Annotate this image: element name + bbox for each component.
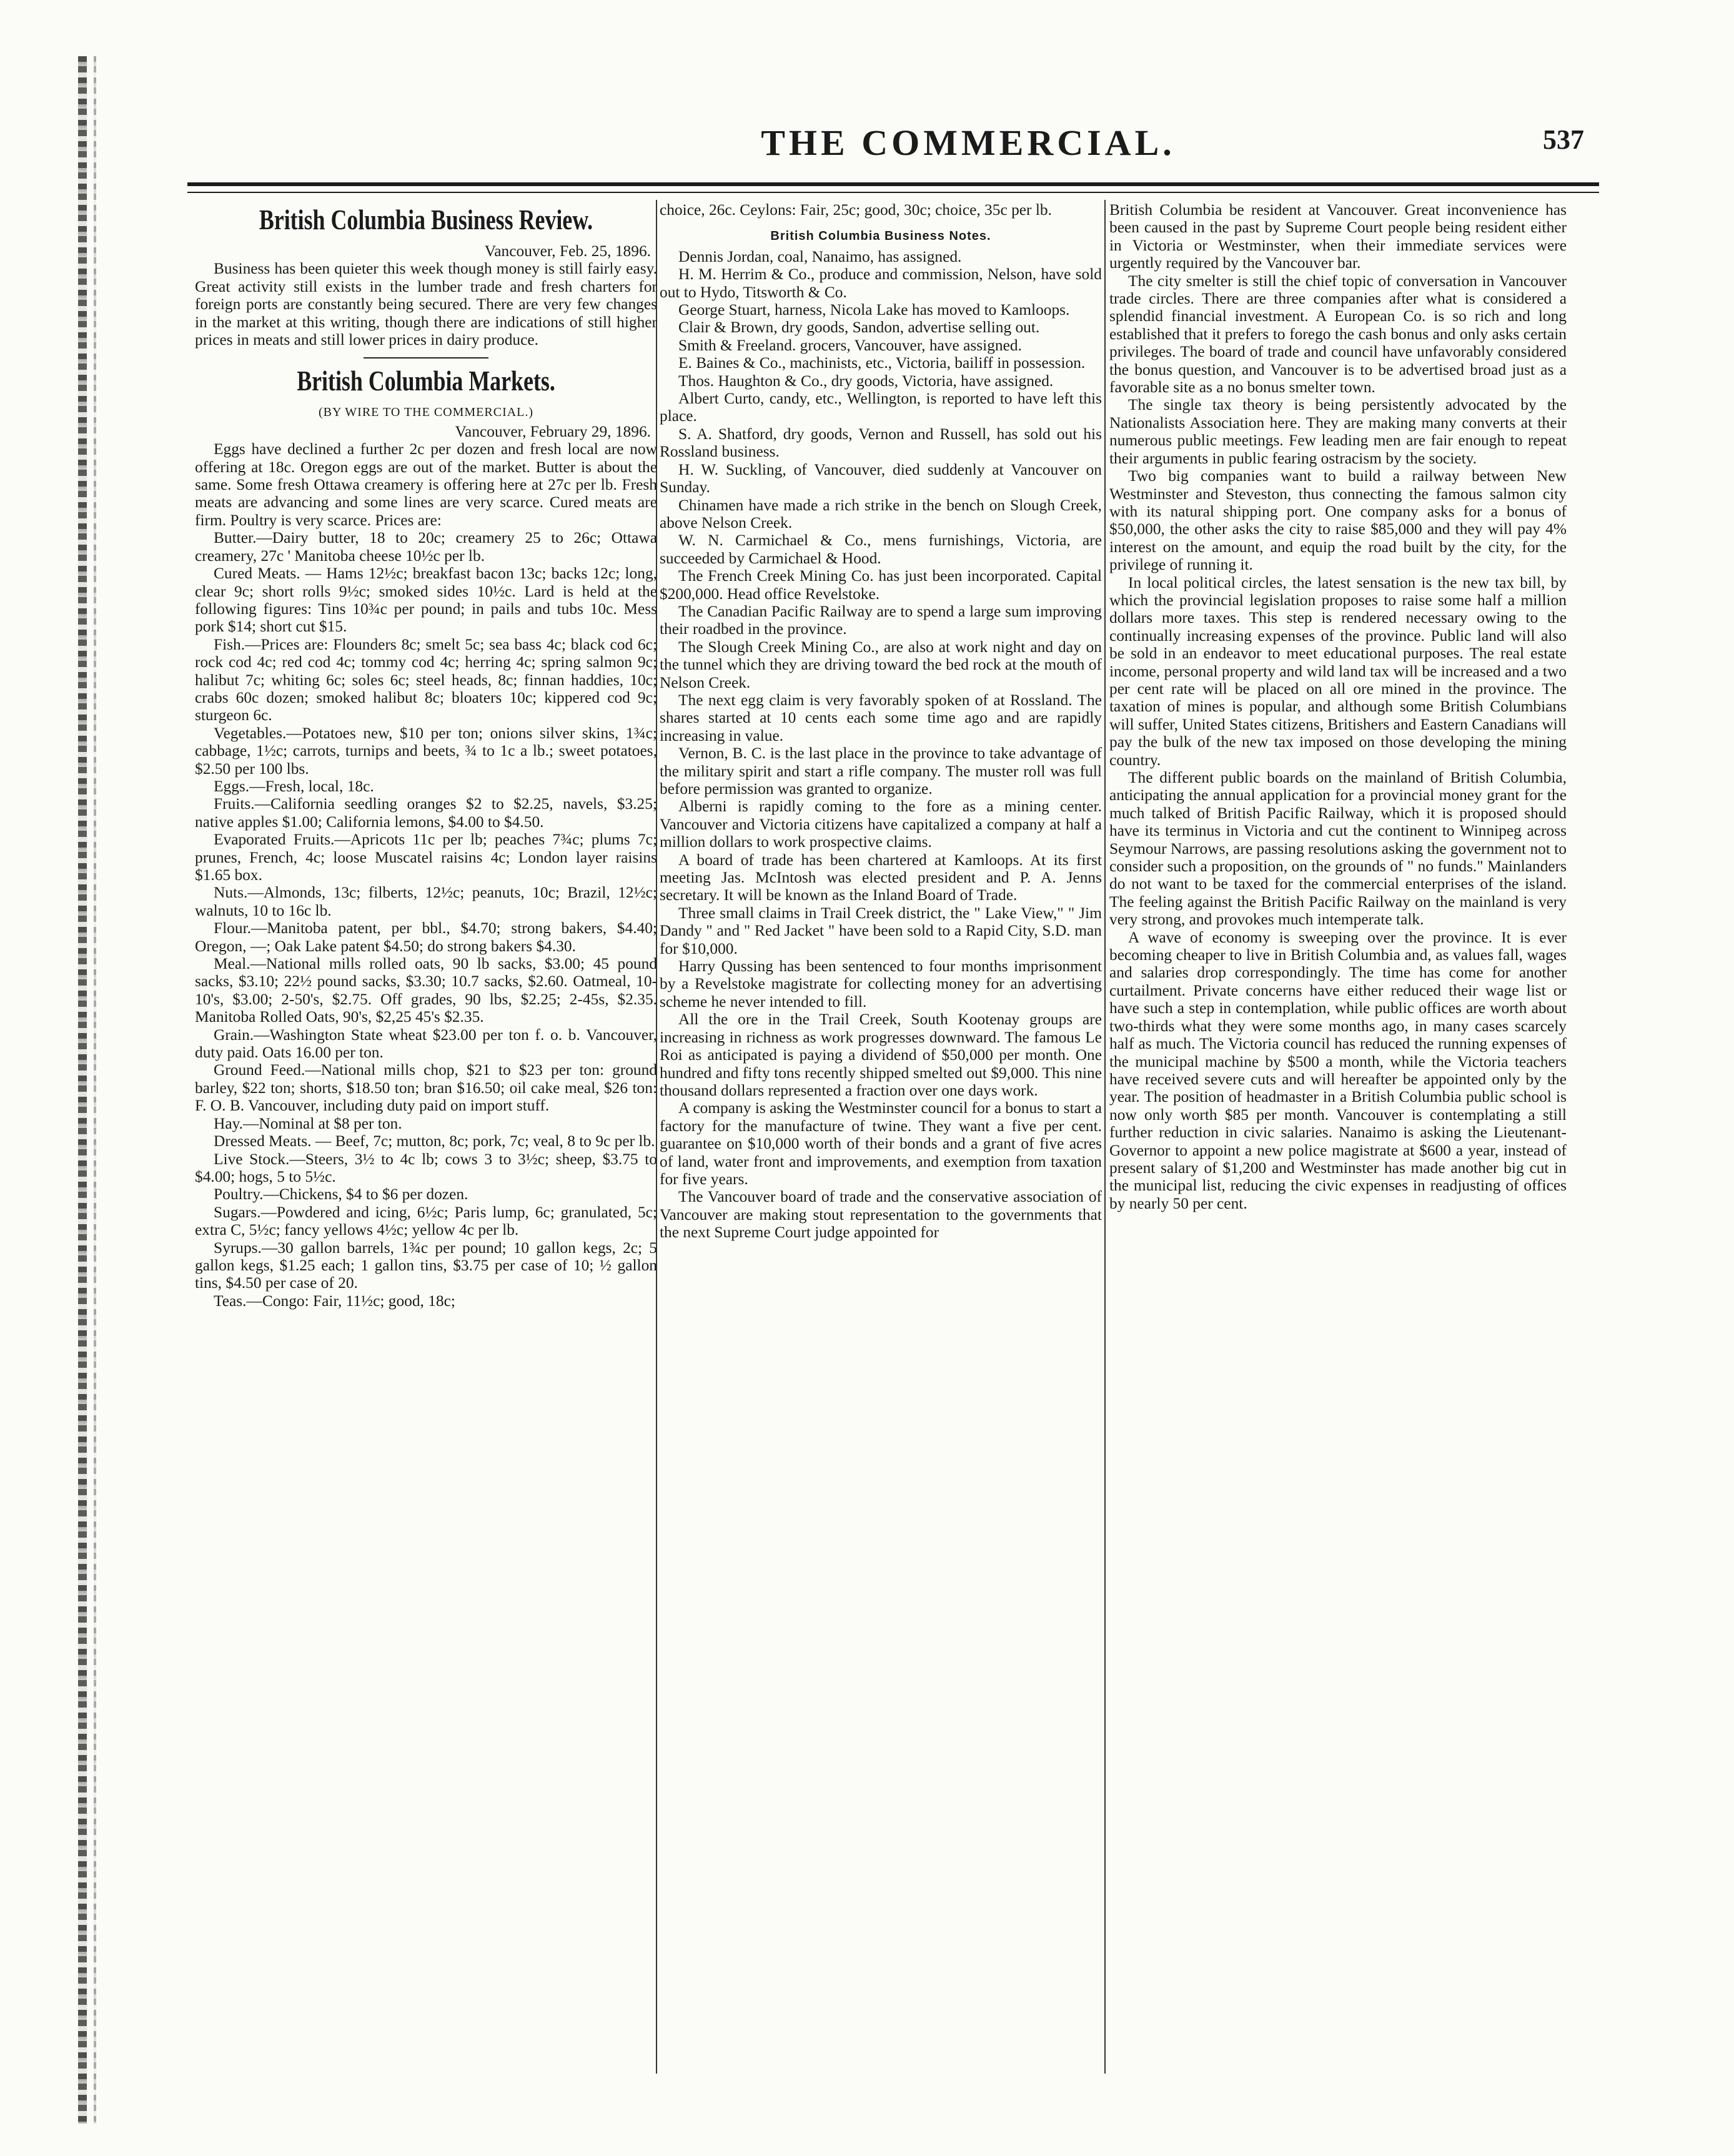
masthead-title: THE COMMERCIAL.	[761, 122, 1176, 163]
business-note: George Stuart, harness, Nicola Lake has moved to Kamloops.	[678, 301, 1070, 319]
business-note: E. Baines & Co., machinists, etc., Victoria, bailiff in possession.	[678, 354, 1086, 372]
market-paragraph-teas: Teas.—Congo: Fair, 11½c; good, 18c;	[214, 1292, 455, 1310]
business-note: W. N. Carmichael & Co., mens furnishings, Victoria, are succeeded by Carmichael & Hood.	[660, 532, 1102, 567]
article-paragraph: The different public boards on the mainland of British Columbia, anticipating the annual application for a provincial money grant for the much talked of British Pacific Railway, which it is proposed should have its terminus in Victoria and cut the continent to Winnipeg across Seymour Narrows, are passing resolutions asking the government not to consider such a proposition, on the grounds of " no funds." Mainlanders do not want to be taxed for the commercial enterprises of the island. The feeling against the British Pacific Railway on the mainland is very very strong, and provokes much intemperate talk.	[1109, 769, 1567, 929]
business-note: A board of trade has been chartered at Kamloops. At its first meeting Jas. McIntosh was elected president and P. A. Jenns secretary. It will be known as the Inland Board of Trade.	[660, 851, 1102, 904]
business-note: The Slough Creek Mining Co., are also at work night and day on the tunnel which they are driving toward the bed rock at the mouth of Nelson Creek.	[660, 638, 1102, 691]
column-2	[660, 201, 1102, 1242]
business-note: The Vancouver board of trade and the conservative association of Vancouver are making stout representation to the governments that the next Supreme Court judge appointed for	[660, 1188, 1102, 1242]
business-note: H. M. Herrim & Co., produce and commission, Nelson, have sold out to Hydo, Titsworth & Co.	[660, 265, 1102, 301]
market-paragraph-evaporated-fruits: Evaporated Fruits.—Apricots 11c per lb; peaches 7¾c; plums 7c; prunes, French, 4c; loose Muscatel raisins 4c; London layer raisins $1.65 box.	[195, 831, 657, 884]
review-paragraph: Business has been quieter this week though money is still fairly easy. Great activity still exists in the lumber trade and fresh charters for foreign ports are constantly being secured. There are very few changes in the market at this writing, though there are indications of still higher prices in meats and still lower prices in dairy produce.	[195, 260, 657, 349]
business-note: The Canadian Pacific Railway are to spend a large sum improving their roadbed in the province.	[660, 602, 1102, 638]
market-paragraph-nuts: Nuts.—Almonds, 13c; filberts, 12½c; peanuts, 10c; Brazil, 12½c; walnuts, 10 to 16c lb.	[195, 884, 657, 919]
business-note: Thos. Haughton & Co., dry goods, Victoria, have assigned.	[678, 372, 1054, 390]
market-paragraph-teas-continued: choice, 26c. Ceylons: Fair, 25c; good, 30c; choice, 35c per lb.	[660, 201, 1052, 219]
market-paragraph-flour: Flour.—Manitoba patent, per bbl., $4.70; strong bakers, $4.40; Oregon, —; Oak Lake patent $4.50; do strong bakers $4.30.	[195, 919, 657, 955]
market-paragraph-intro: Eggs have declined a further 2c per dozen and fresh local are now offering at 18c. Oregon eggs are out of the market. Butter is about the same. Some fresh Ottawa creamery is offering here at 27c per lb. Fresh meats are advancing and some lines are very scarce. Cured meats are firm. Poultry is very scarce. Prices are:	[195, 440, 657, 529]
column-1	[195, 201, 657, 1310]
article-paragraph: The single tax theory is being persistently advocated by the Nationalists Association here. They are making many converts at their numerous public meetings. Few leading men are fair enough to repeat their arguments in public fearing ostracism by the society.	[1109, 396, 1567, 467]
business-note: Chinamen have made a rich strike in the bench on Slough Creek, above Nelson Creek.	[660, 496, 1102, 532]
business-note: Dennis Jordan, coal, Nanaimo, has assigned.	[678, 247, 962, 265]
market-paragraph-butter: Butter.—Dairy butter, 18 to 20c; creamery 25 to 26c; Ottawa creamery, 27c ' Manitoba cheese 10½c per lb.	[195, 529, 657, 565]
article-paragraph: Two big companies want to build a railway between New Westminster and Steveston, thus connecting the famous salmon city with its natural shipping port. One company asks for a bonus of $50,000, the other asks the city to raise $85,000 and they will pay 4% interest on the amount, and equip the road built by the city, for the privilege of running it.	[1109, 467, 1567, 574]
market-paragraph-syrups: Syrups.—30 gallon barrels, 1¾c per pound; 10 gallon kegs, 2c; 5 gallon kegs, $1.25 each; 1 gallon tins, $3.75 per case of 10; ½ gallon tins, $4.50 per case of 20.	[195, 1239, 657, 1292]
market-paragraph-sugars: Sugars.—Powdered and icing, 6½c; Paris lump, 6c; granulated, 5c; extra C, 5½c; fancy yellows 4½c; yellow 4c per lb.	[195, 1203, 657, 1239]
header-rule-thick	[187, 182, 1599, 186]
section-divider	[364, 357, 488, 359]
market-paragraph-dressed-meats: Dressed Meats. — Beef, 7c; mutton, 8c; pork, 7c; veal, 8 to 9c per lb.	[214, 1132, 655, 1150]
column-divider-2	[1104, 200, 1106, 2074]
business-note: The French Creek Mining Co. has just been incorporated. Capital $200,000. Head office Revelstoke.	[660, 567, 1102, 603]
market-paragraph-grain: Grain.—Washington State wheat $23.00 per ton f. o. b. Vancouver, duty paid. Oats 16.00 per ton.	[195, 1026, 657, 1062]
review-dateline: Vancouver, Feb. 25, 1896.	[484, 242, 651, 260]
market-paragraph-eggs: Eggs.—Fresh, local, 18c.	[214, 777, 374, 795]
market-paragraph-meal: Meal.—National mills rolled oats, 90 lb sacks, $3.00; 45 pound sacks, $3.10; 22½ pound sacks, $3.30; 10.7 sacks, $2.60. Oatmeal, 10-10's, $3.00; 2-50's, $2.75. Off grades, 90 lbs, $2.25; 2-45s, $2.35. Manitoba Rolled Oats, 90's, $2,25 45's $2.35.	[195, 955, 657, 1026]
markets-dateline: Vancouver, February 29, 1896.	[455, 422, 651, 440]
market-paragraph-cured-meats: Cured Meats. — Hams 12½c; breakfast bacon 13c; backs 12c; long, clear 9c; short rolls 9½c; smoked sides 10½c. Lard is held at the following figures: Tins 10¾c per pound; in pails and tubs 10c. Mess pork $14; short cut $15.	[195, 565, 657, 636]
business-note: Harry Qussing has been sentenced to four months imprisonment by a Revelstoke magistrate for collecting money for an advertising scheme he never intended to fill.	[660, 957, 1102, 1011]
business-note: All the ore in the Trail Creek, South Kootenay groups are increasing in richness as work progresses downward. The famous Le Roi as anticipated is paying a dividend of $50,000 per month. One hundred and fifty tons recently shipped smelted out $9,000. This nine thousand dollars represented a fraction over one days work.	[660, 1011, 1102, 1099]
business-notes-heading: British Columbia Business Notes.	[770, 229, 991, 244]
business-note: Vernon, B. C. is the last place in the province to take advantage of the military spirit and start a rifle company. The muster roll was full before permission was granted to organize.	[660, 744, 1102, 798]
article-paragraph: The city smelter is still the chief topic of conversation in Vancouver trade circles. There are three companies after what is considered a splendid financial investment. A European Co. is so rich and long established that it prefers to forego the cash bonus and only asks certain privileges. The board of trade and council have unfavorably considered the bonus question, and Vancouver is to be advertised broad just as a favorable site as a no bonus smelter town.	[1109, 272, 1567, 397]
market-paragraph-vegetables: Vegetables.—Potatoes new, $10 per ton; onions silver skins, 1¾c; cabbage, 1½c; carrots, turnips and beets, ¾ to 1c a lb.; sweet potatoes, $2.50 per 100 lbs.	[195, 724, 657, 778]
business-note: Three small claims in Trail Creek district, the " Lake View," " Jim Dandy " and " Red Jacket " have been sold to a Rapid City, S.D. man for $10,000.	[660, 904, 1102, 957]
article-paragraph: In local political circles, the latest sensation is the new tax bill, by which the provincial legislation proposes to raise some half a million dollars more taxes. This step is rendered necessary owing to the continually increasing expenses of the province. Public land will also be sold in an endeavor to meet educational purposes. The real estate income, personal property and wild land tax will be increased and a two per cent rate will be placed on all ore mined in the province. The taxation of mines is popular, and although some British Columbians will suffer, United States citizens, Britishers and Eastern Canadians will pay the bulk of the new tax imposed on those developing the mining country.	[1109, 573, 1567, 769]
markets-byline: (BY WIRE TO THE COMMERCIAL.)	[318, 405, 534, 420]
header-rule-thin	[187, 192, 1599, 193]
business-note: Albert Curto, candy, etc., Wellington, is reported to have left this place.	[660, 390, 1102, 425]
page-number: 537	[1543, 124, 1584, 155]
review-heading: British Columbia Business Review.	[259, 204, 593, 235]
market-paragraph-fish: Fish.—Prices are: Flounders 8c; smelt 5c; sea bass 4c; black cod 6c; rock cod 4c; red cod 4c; tommy cod 4c; herring 4c; spring salmon 9c; halibut 7c; whiting 6c; soles 6c; steel heads, 8c; finnan haddies, 10c; crabs 60c dozen; smoked halibut 8c; bloaters 10c; kippered cod 9c; sturgeon 6c.	[195, 635, 657, 724]
business-note: A company is asking the Westminster council for a bonus to start a factory for the manufacture of twine. They want a five per cent. guarantee on $10,000 worth of their bonds and a grant of five acres of land, water front and improvements, and exemption from taxation for five years.	[660, 1099, 1102, 1188]
markets-heading: British Columbia Markets.	[297, 365, 555, 397]
scan-binding-edge	[78, 56, 87, 2124]
market-paragraph-ground-feed: Ground Feed.—National mills chop, $21 to $23 per ton: ground barley, $22 ton; shorts, $18.50 ton; bran $16.50; oil cake meal, $26 ton: F. O. B. Vancouver, including duty paid on import stuff.	[195, 1061, 657, 1115]
article-paragraph: A wave of economy is sweeping over the province. It is ever becoming cheaper to live in British Columbia and, as values fall, wages and salaries drop correspondingly. The time has come for another curtailment. Private concerns have either reduced their wage list or have such a step in contemplation, while public offices are worth about two-thirds what they were some months ago, in many cases scarcely half as much. The Victoria council has reduced the running expenses of the municipal machine by $500 a month, while the Victoria teachers have received severe cuts and will hereafter be appointed only by the year. The position of headmaster in a British Columbia public school is now only worth $85 per month. Vancouver is contemplating a still further reduction in civic salaries. Nanaimo is asking the Lieutenant-Governor to appoint a new police magistrate at $600 a year, instead of present salary of $1,200 and Westminster has made another big cut in the municipal list, reducing the civic expenses in readjusting of offices by nearly 50 per cent.	[1109, 928, 1567, 1212]
business-note: Alberni is rapidly coming to the fore as a mining center. Vancouver and Victoria citizens have capitalized a company at half a million dollars to work prospective claims.	[660, 798, 1102, 851]
business-note: S. A. Shatford, dry goods, Vernon and Russell, has sold out his Rossland business.	[660, 425, 1102, 461]
market-paragraph-poultry: Poultry.—Chickens, $4 to $6 per dozen.	[214, 1185, 468, 1204]
business-note: The next egg claim is very favorably spoken of at Rossland. The shares started at 10 cents each some time ago and are rapidly increasing in value.	[660, 691, 1102, 744]
business-note: H. W. Suckling, of Vancouver, died suddenly at Vancouver on Sunday.	[660, 460, 1102, 497]
market-paragraph-live-stock: Live Stock.—Steers, 3½ to 4c lb; cows 3 to 3½c; sheep, $3.75 to $4.00; hogs, 5 to 5½c.	[195, 1150, 657, 1185]
business-note: Smith & Freeland. grocers, Vancouver, have assigned.	[678, 336, 1022, 354]
business-note: Clair & Brown, dry goods, Sandon, advertise selling out.	[678, 319, 1040, 337]
market-paragraph-fruits: Fruits.—California seedling oranges $2 to $2.25, navels, $3.25; native apples $1.00; California lemons, $4.00 to $4.50.	[195, 795, 657, 831]
market-paragraph-hay: Hay.—Nominal at $8 per ton.	[214, 1114, 402, 1132]
article-paragraph: British Columbia be resident at Vancouver. Great inconvenience has been caused in the past by Supreme Court people being resident either in Victoria or Westminster, when their immediate services were urgently required by the Vancouver bar.	[1109, 201, 1567, 272]
scan-binding-edge-thin	[94, 56, 96, 2124]
column-3	[1109, 201, 1567, 1212]
